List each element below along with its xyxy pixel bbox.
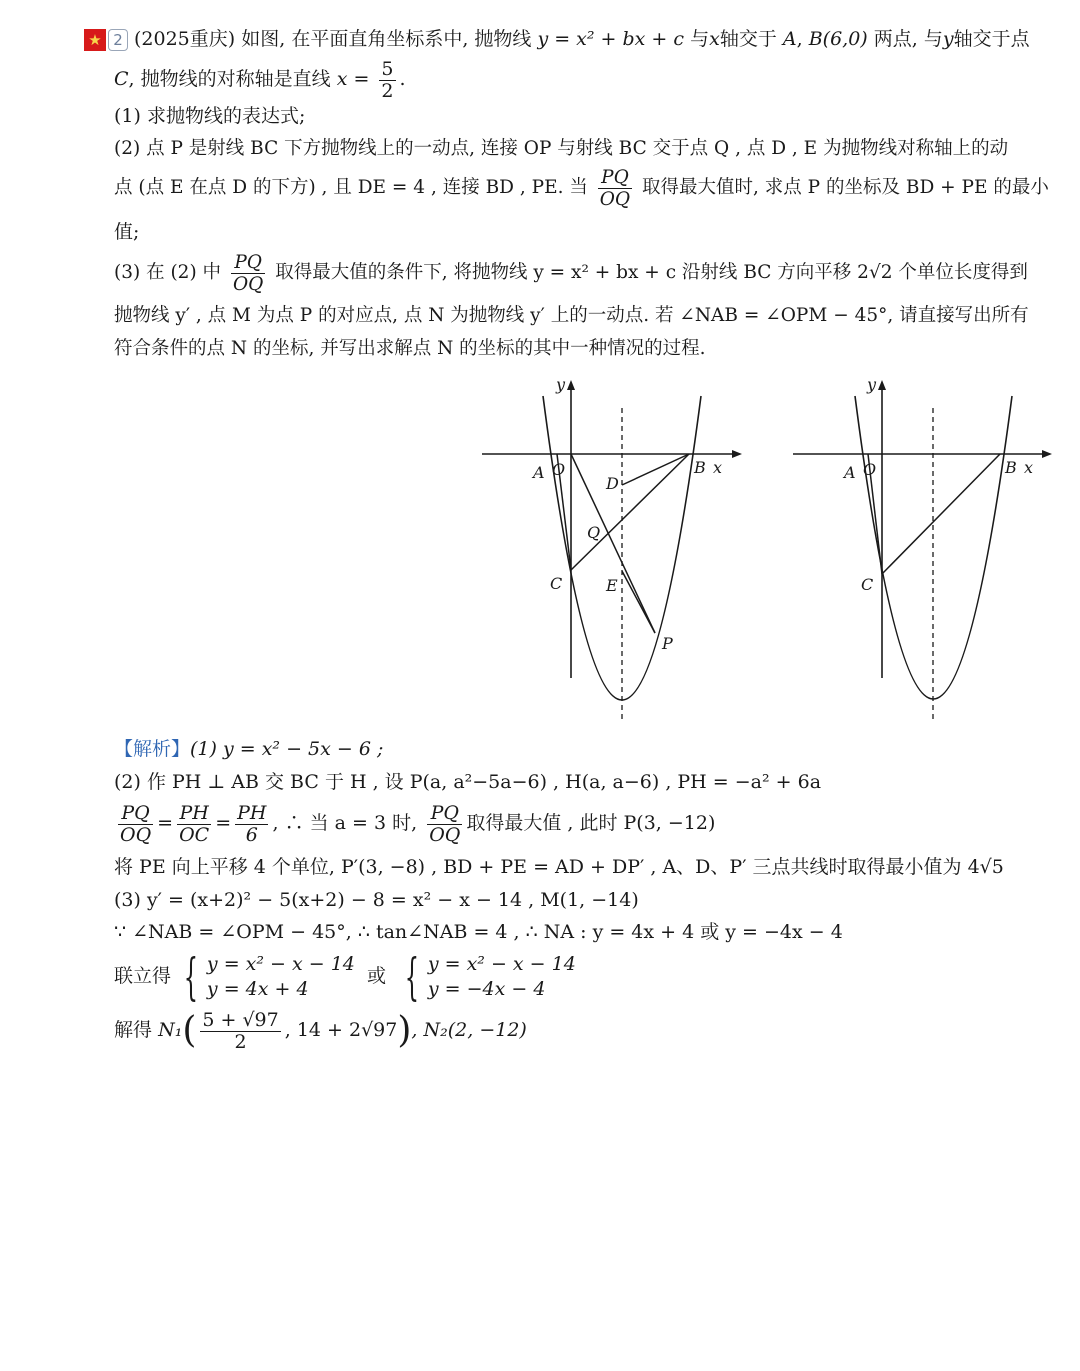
problem-source: (2025重庆) bbox=[134, 28, 236, 50]
figure-1 bbox=[482, 375, 742, 722]
stem-text: (3) 在 (2) 中 bbox=[114, 262, 222, 283]
label-p: P bbox=[662, 634, 673, 653]
stem-text: 两点, 与 bbox=[873, 28, 943, 50]
label-a: A bbox=[533, 463, 545, 482]
axis-equation: x = bbox=[336, 68, 370, 90]
equation-system-2 bbox=[428, 952, 576, 1002]
paren: ( bbox=[182, 1010, 197, 1051]
frac-num: PQ bbox=[118, 803, 153, 825]
part-3-line-1 bbox=[114, 250, 1028, 296]
frac-num: 5 bbox=[381, 57, 394, 80]
solution-text: 或 bbox=[366, 965, 386, 987]
label-c: C bbox=[861, 575, 874, 594]
x-var: x bbox=[709, 28, 720, 50]
n1-label: N₁ bbox=[158, 1019, 183, 1041]
axis-fraction bbox=[379, 59, 395, 102]
solution-8 bbox=[114, 1007, 527, 1053]
frac-num: PQ bbox=[598, 167, 632, 189]
frac-den: OQ bbox=[120, 823, 152, 846]
label-y: y bbox=[867, 375, 877, 394]
figures bbox=[0, 370, 1080, 730]
fraction bbox=[235, 803, 268, 846]
left-brace: { bbox=[404, 948, 420, 1006]
part-2-line-1: (2) 点 P 是射线 BC 下方抛物线上的一动点, 连接 OP 与射线 BC 交于点 Q , 点 D , E 为抛物线对称轴上的动 bbox=[114, 138, 1009, 159]
fraction bbox=[177, 803, 211, 846]
part-3-line-3: 符合条件的点 N 的坐标, 并写出求解点 N 的坐标的其中一种情况的过程. bbox=[114, 338, 706, 359]
solution-7 bbox=[114, 948, 576, 1006]
frac-num: PH bbox=[237, 801, 267, 824]
frac-den: OC bbox=[179, 823, 210, 846]
label-d: D bbox=[606, 474, 619, 493]
problem-stem-line-1 bbox=[84, 27, 1030, 51]
stem-text: 取得最大值时, 求点 P 的坐标及 BD + PE 的最小 bbox=[642, 177, 1049, 198]
part-2-line-2 bbox=[114, 165, 1049, 211]
problem-stem-line-2 bbox=[114, 58, 406, 102]
label-c: C bbox=[550, 574, 563, 593]
part-2-line-3: 值; bbox=[114, 221, 140, 243]
label-x: x bbox=[713, 458, 723, 477]
problem-number-badge: 2 bbox=[108, 29, 128, 51]
line-bc bbox=[571, 454, 689, 570]
frac-num: PQ bbox=[231, 252, 265, 274]
label-q: Q bbox=[587, 523, 601, 542]
label-o: O bbox=[863, 460, 877, 479]
solution-3 bbox=[114, 799, 715, 847]
stem-text: 点 (点 E 在点 D 的下方) , 且 DE = 4 , 连接 BD , PE. 当 bbox=[114, 177, 588, 198]
frac-num: PQ bbox=[427, 803, 462, 825]
frac-den: 2 bbox=[381, 79, 394, 102]
solution-text: (1) y = x² − 5x − 6 ; bbox=[190, 738, 384, 760]
stem-text: 轴交于点 bbox=[953, 28, 1030, 50]
solution-text: , 14 + 2√97 bbox=[284, 1019, 398, 1041]
label-o: O bbox=[552, 460, 566, 479]
stem-text: 取得最大值的条件下, 将抛物线 y = x² + bx + c 沿射线 BC 方向平移 2√2 个单位长度得到 bbox=[275, 262, 1028, 283]
solution-2: (2) 作 PH ⊥ AB 交 BC 于 H , 设 P(a, a²−5a−6) , H(a, a−6) , PH = −a² + 6a bbox=[114, 771, 822, 793]
solution-text: 取得最大值 , 此时 P(3, −12) bbox=[466, 812, 716, 834]
solution-text: , ∴ 当 a = 3 时, bbox=[272, 812, 418, 834]
solution-text: , N₂(2, −12) bbox=[411, 1019, 527, 1041]
stem-text: . bbox=[399, 68, 406, 90]
frac-den: OQ bbox=[599, 188, 631, 210]
label-a: A bbox=[844, 463, 856, 482]
frac-num: 5 + √97 bbox=[202, 1008, 279, 1031]
stem-text: 轴交于 bbox=[719, 28, 777, 50]
solution-text: 解得 bbox=[114, 1019, 153, 1041]
x-axis-arrow bbox=[1042, 450, 1052, 458]
fraction bbox=[118, 803, 153, 846]
parabola-equation: y = x² + bx + c bbox=[537, 28, 685, 50]
line-bc bbox=[882, 454, 1000, 574]
point-c: C bbox=[114, 68, 129, 90]
equation: y = x² − x − 14 bbox=[427, 953, 576, 975]
frac-den: OQ bbox=[232, 273, 264, 295]
label-y: y bbox=[556, 375, 566, 394]
paren: ) bbox=[397, 1010, 412, 1051]
solution-text: 联立得 bbox=[114, 965, 172, 987]
stem-text: 与 bbox=[690, 28, 710, 50]
y-axis-arrow bbox=[878, 380, 886, 390]
frac-den: 6 bbox=[245, 823, 258, 846]
stem-text: , 抛物线的对称轴是直线 bbox=[128, 68, 331, 90]
pq-oq-fraction bbox=[231, 252, 265, 295]
pq-oq-fraction bbox=[598, 167, 632, 210]
solution-text: = bbox=[215, 812, 232, 834]
y-axis-arrow bbox=[567, 380, 575, 390]
label-x: x bbox=[1024, 458, 1034, 477]
stem-text: , bbox=[796, 28, 803, 50]
solution-1 bbox=[114, 737, 383, 761]
y-var: y bbox=[942, 28, 954, 50]
equation: y = x² − x − 14 bbox=[206, 953, 355, 975]
equation: y = 4x + 4 bbox=[206, 978, 309, 1000]
line-bd bbox=[622, 454, 689, 485]
solution-text: = bbox=[157, 812, 174, 834]
frac-den: 2 bbox=[234, 1030, 247, 1053]
solution-tag: 【解析】 bbox=[114, 738, 191, 760]
label-b: B bbox=[1005, 458, 1017, 477]
point-b: B(6,0) bbox=[808, 28, 868, 50]
fraction bbox=[427, 803, 462, 846]
figure-2 bbox=[793, 375, 1052, 722]
left-brace: { bbox=[183, 948, 199, 1006]
point-a: A bbox=[782, 28, 797, 50]
fraction bbox=[200, 1010, 280, 1053]
label-e: E bbox=[606, 576, 618, 595]
solution-4: 将 PE 向上平移 4 个单位, P′(3, −8) , BD + PE = AD + DP′ , A、D、P′ 三点共线时取得最小值为 4√5 bbox=[114, 856, 1004, 878]
stem-text: 如图, 在平面直角坐标系中, 抛物线 bbox=[241, 28, 532, 50]
x-axis-arrow bbox=[732, 450, 742, 458]
equation: y = −4x − 4 bbox=[427, 978, 546, 1000]
solution-6: ∵ ∠NAB = ∠OPM − 45°, ∴ tan∠NAB = 4 , ∴ NA : y = 4x + 4 或 y = −4x − 4 bbox=[114, 921, 843, 943]
star-icon: ★ bbox=[84, 29, 106, 51]
part-3-line-2: 抛物线 y′ , 点 M 为点 P 的对应点, 点 N 为抛物线 y′ 上的一动点. 若 ∠NAB = ∠OPM − 45°, 请直接写出所有 bbox=[114, 305, 1029, 326]
part-1: (1) 求抛物线的表达式; bbox=[114, 105, 306, 127]
label-b: B bbox=[694, 458, 706, 477]
frac-num: PH bbox=[177, 803, 211, 825]
solution-5: (3) y′ = (x+2)² − 5(x+2) − 8 = x² − x − 14 , M(1, −14) bbox=[114, 889, 639, 911]
equation-system-1 bbox=[207, 952, 355, 1002]
frac-den: OQ bbox=[429, 823, 461, 846]
